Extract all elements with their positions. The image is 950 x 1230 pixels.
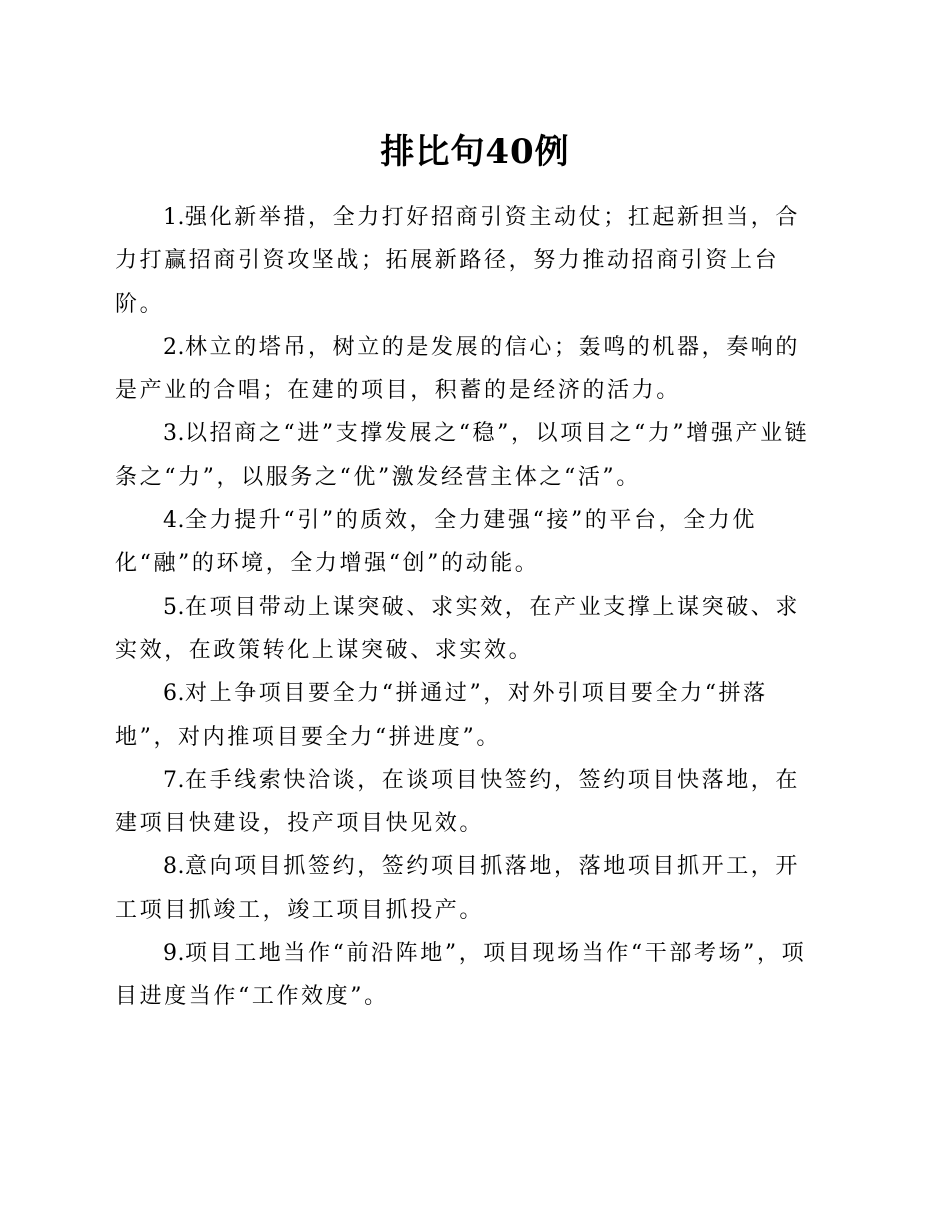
document-title: 排比句40例 (380, 132, 570, 172)
item-number: 8. (163, 854, 185, 880)
list-item (115, 412, 815, 499)
list-item (115, 845, 815, 932)
item-text: 意向项目抓签约，签约项目抓落地，落地项目抓开工，开工项目抓竣工，竣工项目抓投产。 (115, 854, 801, 923)
item-text: 以招商之“进”支撑发展之“稳”，以项目之“力”增强产业链条之“力”，以服务之“优”激发经营主体之“活”。 (115, 421, 810, 490)
list-item (115, 672, 815, 759)
item-text: 对上争项目要全力“拼通过”，对外引项目要全力“拼落地”，对内推项目要全力“拼进度”。 (115, 681, 768, 750)
item-text: 林立的塔吊，树立的是发展的信心；轰鸣的机器，奏响的是产业的合唱；在建的项目，积蓄的是经济的活力。 (115, 334, 801, 404)
item-text: 在项目带动上谋突破、求实效，在产业支撑上谋突破、求实效，在政策转化上谋突破、求实效。 (115, 594, 801, 663)
list-item (115, 196, 815, 326)
item-number: 2. (163, 334, 185, 360)
item-number: 3. (163, 421, 185, 447)
item-number: 7. (163, 767, 185, 793)
item-text: 强化新举措，全力打好招商引资主动仗；扛起新担当，合力打赢招商引资攻坚战；拓展新路径，努力推动招商引资上台阶。 (115, 205, 801, 317)
item-text: 在手线索快洽谈，在谈项目快签约，签约项目快落地，在建项目快建设，投产项目快见效。 (115, 767, 801, 837)
list-item (115, 932, 815, 1019)
item-number: 4. (163, 508, 185, 534)
item-text: 项目工地当作“前沿阵地”，项目现场当作“干部考场”，项目进度当作“工作效度”。 (115, 941, 807, 1010)
item-text: 全力提升“引”的质效，全力建强“接”的平台，全力优化“融”的环境，全力增强“创”的动能。 (115, 508, 757, 577)
document-body (115, 196, 815, 1019)
item-number: 5. (163, 594, 185, 620)
list-item (115, 759, 815, 846)
item-number: 6. (163, 681, 185, 707)
list-item (115, 499, 815, 586)
item-number: 9. (163, 941, 185, 967)
item-number: 1. (163, 205, 185, 230)
list-item (115, 586, 815, 673)
list-item (115, 326, 815, 413)
